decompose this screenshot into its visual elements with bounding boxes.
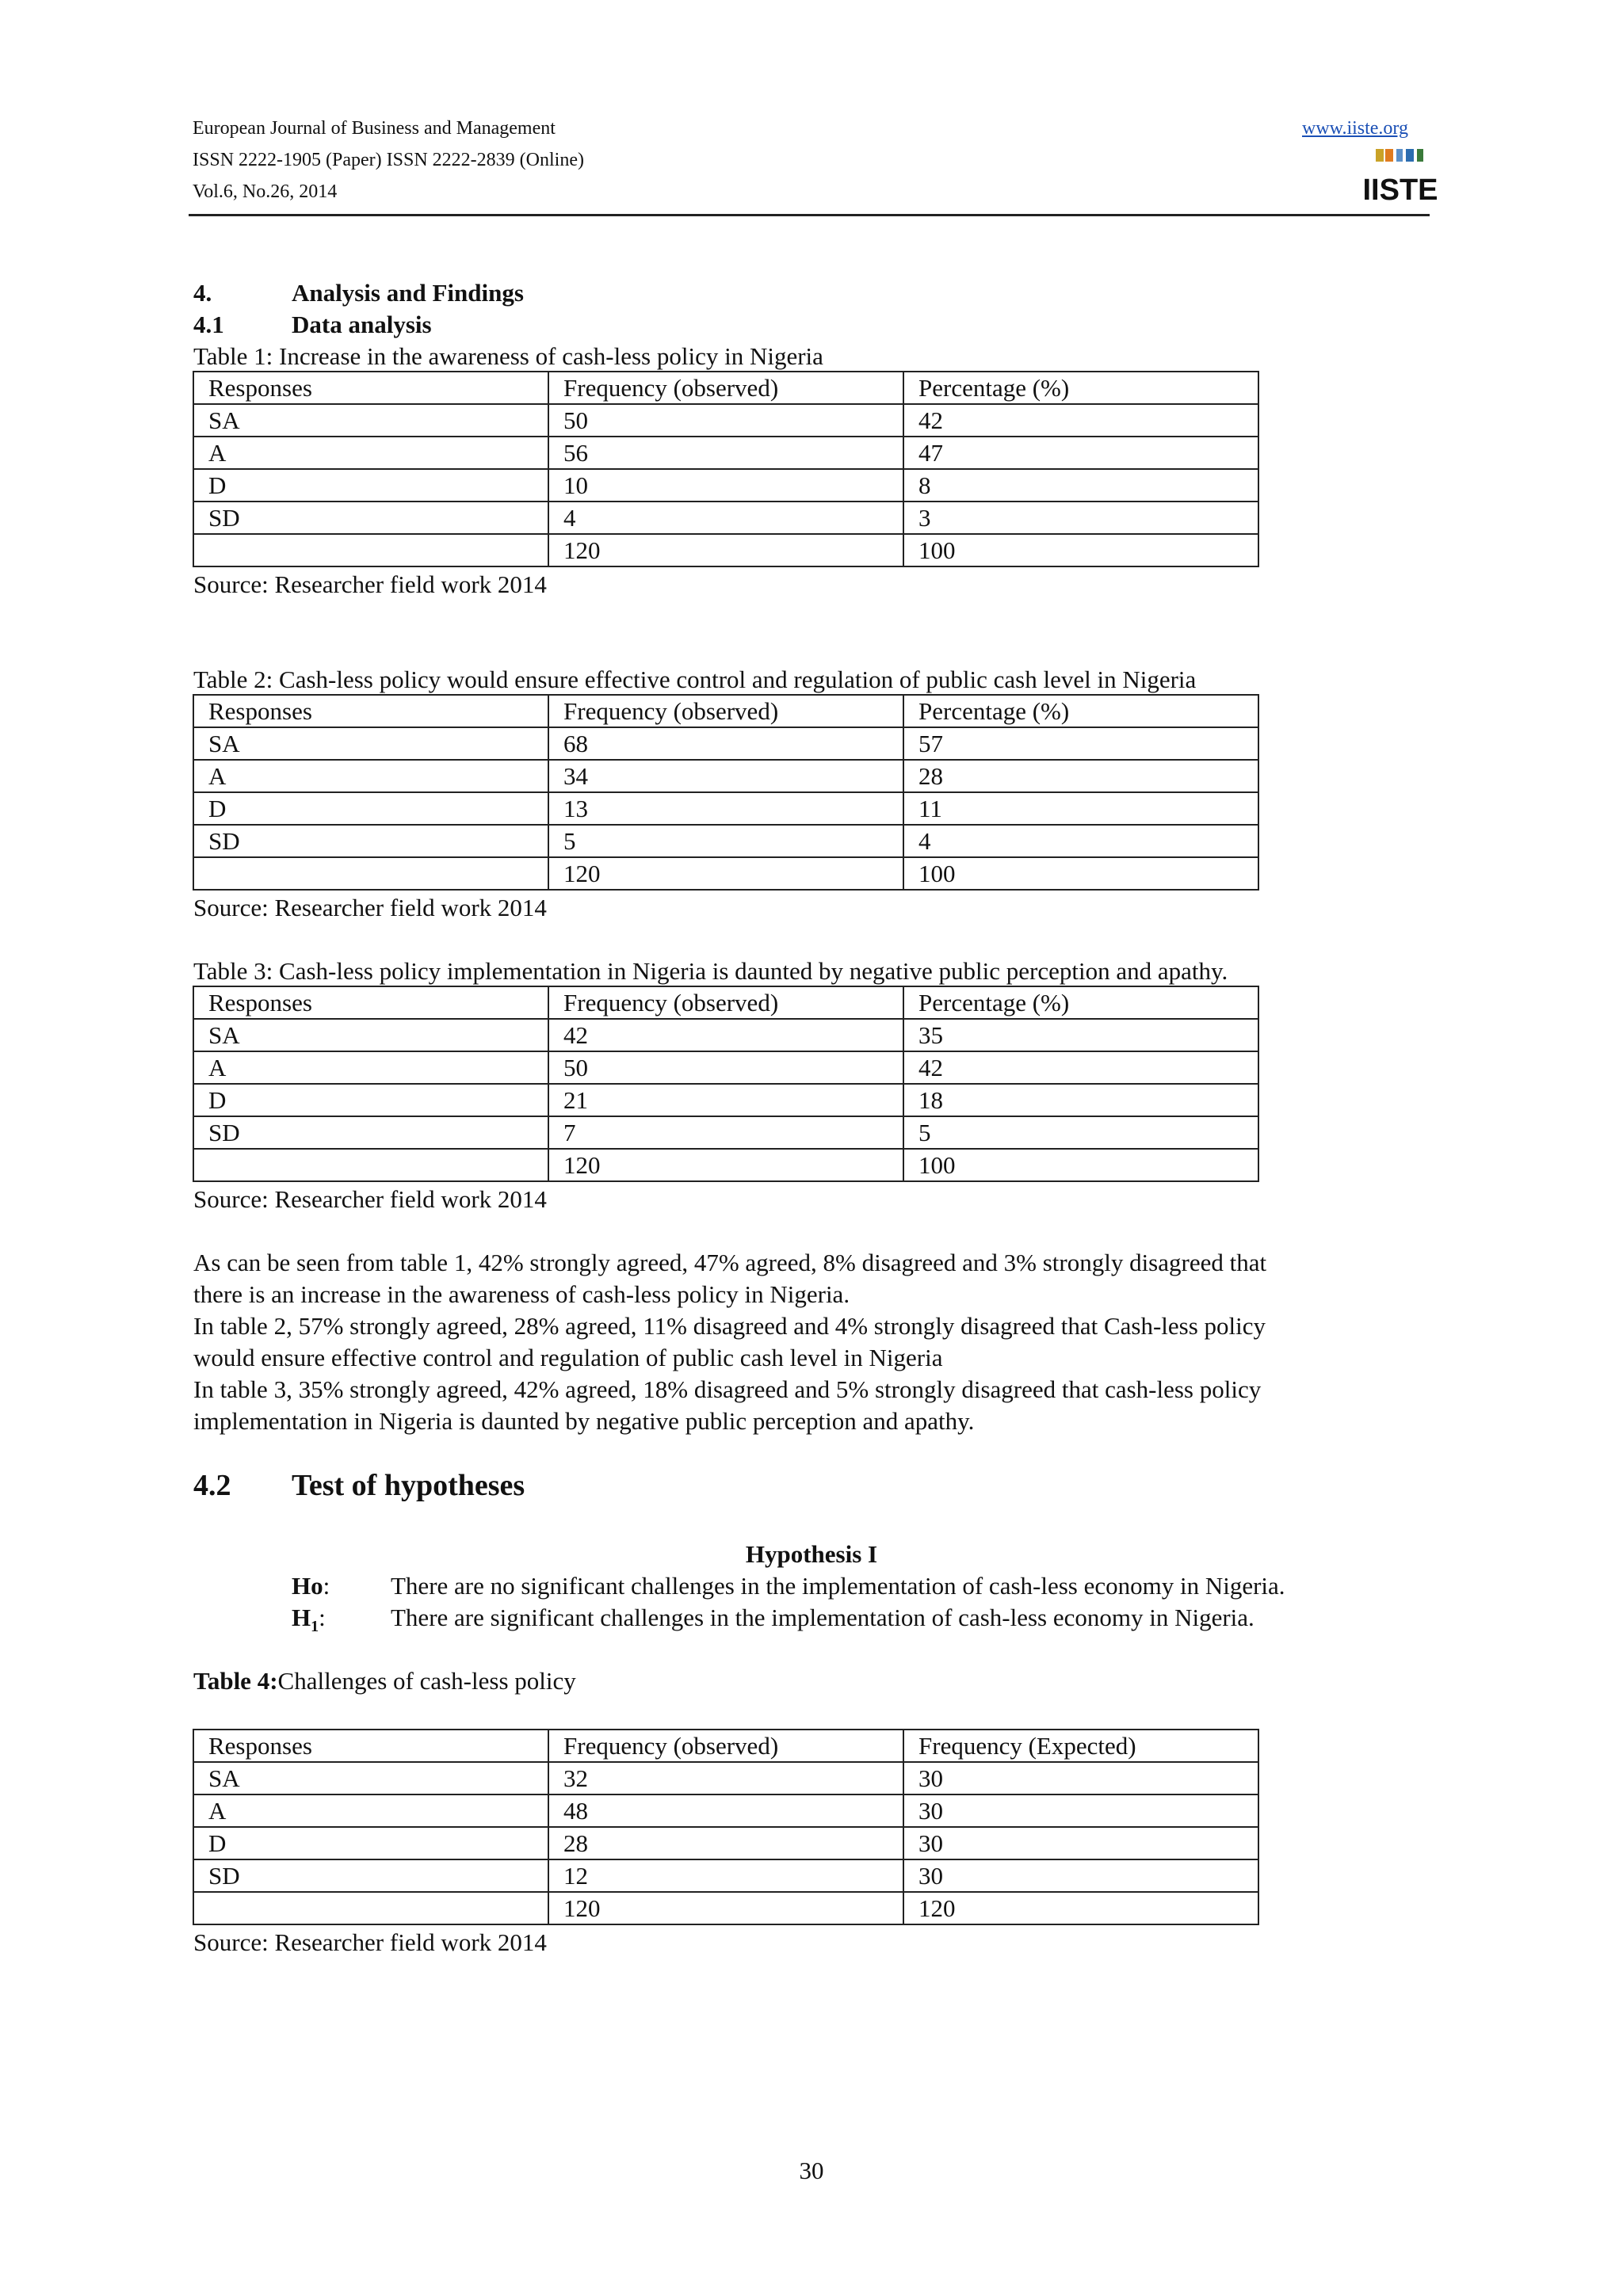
table-cell: 100 bbox=[903, 857, 1258, 890]
hypothesis-title: Hypothesis I bbox=[745, 1540, 878, 1568]
table-1-source: Source: Researcher field work 2014 bbox=[193, 570, 547, 598]
table-header-cell: Frequency (observed) bbox=[548, 372, 903, 404]
paragraph-line: there is an increase in the awareness of cash-less policy in Nigeria. bbox=[193, 1280, 850, 1308]
table-cell: 4 bbox=[548, 502, 903, 534]
table-cell: SD bbox=[193, 1859, 548, 1892]
table-cell: 30 bbox=[903, 1762, 1258, 1794]
section-4-1-heading: 4.1 Data analysis bbox=[193, 311, 432, 338]
table-row bbox=[193, 1149, 1258, 1181]
table-header-cell: Percentage (%) bbox=[903, 695, 1258, 727]
paragraph-line: As can be seen from table 1, 42% strongly agreed, 47% agreed, 8% disagreed and 3% strongly disagreed that bbox=[193, 1249, 1267, 1276]
table-row bbox=[193, 502, 1258, 534]
paragraph-line: would ensure effective control and regulation of public cash level in Nigeria bbox=[193, 1344, 943, 1371]
table-2-caption: Table 2: Cash-less policy would ensure effective control and regulation of public cash level in Nigeria bbox=[193, 666, 1197, 693]
table-header-cell: Percentage (%) bbox=[903, 986, 1258, 1019]
journal-issn: ISSN 2222-1905 (Paper) ISSN 2222-2839 (Online) bbox=[193, 150, 584, 170]
table-cell: SD bbox=[193, 502, 548, 534]
table-cell: 8 bbox=[903, 469, 1258, 502]
table-header-cell: Frequency (observed) bbox=[548, 695, 903, 727]
table-3 bbox=[193, 986, 1259, 1182]
table-row bbox=[193, 1892, 1258, 1924]
journal-url-link[interactable]: www.iiste.org bbox=[1302, 118, 1408, 139]
table-2-source: Source: Researcher field work 2014 bbox=[193, 894, 547, 921]
logo-text: IISTE bbox=[1362, 174, 1438, 207]
table-cell: 28 bbox=[903, 760, 1258, 792]
table-cell: 7 bbox=[548, 1116, 903, 1149]
page-number: 30 bbox=[799, 2157, 824, 2184]
iiste-logo bbox=[1362, 147, 1438, 207]
table-cell: 120 bbox=[548, 857, 903, 890]
hypothesis-null-label: Ho bbox=[292, 1572, 323, 1600]
table-cell: 50 bbox=[548, 1051, 903, 1084]
table-cell: 28 bbox=[548, 1827, 903, 1859]
table-cell: 30 bbox=[903, 1859, 1258, 1892]
section-4-heading: 4. Analysis and Findings bbox=[193, 279, 524, 307]
table-cell: 42 bbox=[548, 1019, 903, 1051]
journal-name: European Journal of Business and Management bbox=[193, 118, 556, 139]
table-cell: 50 bbox=[548, 404, 903, 437]
table-header-cell: Responses bbox=[193, 372, 548, 404]
hypothesis-null: Ho: There are no significant challenges in the implementation of cash-less economy in Nigeria. bbox=[292, 1572, 1285, 1600]
table-row bbox=[193, 857, 1258, 890]
table-cell: 57 bbox=[903, 727, 1258, 760]
table-4-caption: Table 4:Challenges of cash-less policy bbox=[193, 1667, 576, 1695]
table-row bbox=[193, 1827, 1258, 1859]
table-cell: 48 bbox=[548, 1794, 903, 1827]
paragraph-line: In table 2, 57% strongly agreed, 28% agreed, 11% disagreed and 4% strongly disagreed that Cash-less policy bbox=[193, 1312, 1266, 1340]
journal-header bbox=[193, 113, 1429, 208]
table-cell: 11 bbox=[903, 792, 1258, 825]
table-cell: SD bbox=[193, 825, 548, 857]
table-header-row bbox=[193, 1730, 1258, 1762]
section-4-2-heading: 4.2 Test of hypotheses bbox=[193, 1469, 525, 1502]
table-cell: 5 bbox=[903, 1116, 1258, 1149]
table-row bbox=[193, 1762, 1258, 1794]
hypothesis-alt-label: H bbox=[292, 1604, 311, 1631]
table-cell: 120 bbox=[548, 1892, 903, 1924]
table-cell: 120 bbox=[548, 1149, 903, 1181]
table-cell: 68 bbox=[548, 727, 903, 760]
table-row bbox=[193, 1859, 1258, 1892]
table-cell: 120 bbox=[548, 534, 903, 566]
table-row bbox=[193, 792, 1258, 825]
journal-volume: Vol.6, No.26, 2014 bbox=[193, 181, 338, 202]
table-header-cell: Frequency (Expected) bbox=[903, 1730, 1258, 1762]
table-row bbox=[193, 727, 1258, 760]
table-4 bbox=[193, 1729, 1259, 1925]
table-cell: 42 bbox=[903, 404, 1258, 437]
hypothesis-alt-text: There are significant challenges in the implementation of cash-less economy in Nigeria. bbox=[391, 1604, 1254, 1631]
table-header-cell: Responses bbox=[193, 986, 548, 1019]
table-cell: SA bbox=[193, 727, 548, 760]
table-cell: 18 bbox=[903, 1084, 1258, 1116]
table-row bbox=[193, 1019, 1258, 1051]
table-cell: 3 bbox=[903, 502, 1258, 534]
table-cell: A bbox=[193, 760, 548, 792]
table-cell: SD bbox=[193, 1116, 548, 1149]
table-header-cell: Responses bbox=[193, 1730, 548, 1762]
table-row bbox=[193, 1084, 1258, 1116]
table-2 bbox=[193, 694, 1259, 891]
table-cell bbox=[193, 1149, 548, 1181]
table-row bbox=[193, 825, 1258, 857]
table-row bbox=[193, 469, 1258, 502]
table-cell: 32 bbox=[548, 1762, 903, 1794]
table-row bbox=[193, 437, 1258, 469]
table-header-row bbox=[193, 372, 1258, 404]
table-cell: 5 bbox=[548, 825, 903, 857]
header-divider bbox=[189, 214, 1430, 216]
table-3-source: Source: Researcher field work 2014 bbox=[193, 1185, 547, 1213]
table-row bbox=[193, 1116, 1258, 1149]
table-cell: 42 bbox=[903, 1051, 1258, 1084]
table-cell: 21 bbox=[548, 1084, 903, 1116]
table-cell: 56 bbox=[548, 437, 903, 469]
table-cell: 34 bbox=[548, 760, 903, 792]
table-cell: 30 bbox=[903, 1794, 1258, 1827]
table-row bbox=[193, 534, 1258, 566]
table-cell: 10 bbox=[548, 469, 903, 502]
table-cell: 12 bbox=[548, 1859, 903, 1892]
table-row bbox=[193, 1051, 1258, 1084]
hypothesis-null-text: There are no significant challenges in the implementation of cash-less economy in Nigeria. bbox=[391, 1572, 1285, 1600]
table-cell: 35 bbox=[903, 1019, 1258, 1051]
table-cell: 30 bbox=[903, 1827, 1258, 1859]
table-cell: D bbox=[193, 469, 548, 502]
table-cell: A bbox=[193, 1794, 548, 1827]
hypothesis-alt: $H_1$: There are significant challenges in the implementation of cash-less economy in Nigeria. bbox=[292, 1604, 1254, 1636]
table-cell: D bbox=[193, 1827, 548, 1859]
table-cell: 4 bbox=[903, 825, 1258, 857]
paragraph-line: In table 3, 35% strongly agreed, 42% agreed, 18% disagreed and 5% strongly disagreed that cash-less policy bbox=[193, 1375, 1262, 1403]
table-cell: 100 bbox=[903, 534, 1258, 566]
table-3-caption: Table 3: Cash-less policy implementation in Nigeria is daunted by negative public perception and apathy. bbox=[193, 957, 1228, 985]
table-cell: 120 bbox=[903, 1892, 1258, 1924]
table-cell: 100 bbox=[903, 1149, 1258, 1181]
table-cell: SA bbox=[193, 404, 548, 437]
table-cell bbox=[193, 534, 548, 566]
table-cell bbox=[193, 857, 548, 890]
table-header-cell: Responses bbox=[193, 695, 548, 727]
table-1 bbox=[193, 371, 1259, 567]
table-cell: D bbox=[193, 792, 548, 825]
table-cell: 13 bbox=[548, 792, 903, 825]
table-header-cell: Frequency (observed) bbox=[548, 986, 903, 1019]
table-cell: SA bbox=[193, 1762, 548, 1794]
table-row bbox=[193, 760, 1258, 792]
table-cell bbox=[193, 1892, 548, 1924]
table-4-source: Source: Researcher field work 2014 bbox=[193, 1928, 547, 1956]
table-1-caption: Table 1: Increase in the awareness of cash-less policy in Nigeria bbox=[193, 342, 823, 370]
table-cell: SA bbox=[193, 1019, 548, 1051]
table-header-row bbox=[193, 695, 1258, 727]
table-cell: D bbox=[193, 1084, 548, 1116]
table-header-cell: Frequency (observed) bbox=[548, 1730, 903, 1762]
table-cell: 47 bbox=[903, 437, 1258, 469]
paragraph-line: implementation in Nigeria is daunted by negative public perception and apathy. bbox=[193, 1407, 975, 1435]
table-header-row bbox=[193, 986, 1258, 1019]
table-row bbox=[193, 404, 1258, 437]
table-cell: A bbox=[193, 437, 548, 469]
table-row bbox=[193, 1794, 1258, 1827]
table-cell: A bbox=[193, 1051, 548, 1084]
table-header-cell: Percentage (%) bbox=[903, 372, 1258, 404]
